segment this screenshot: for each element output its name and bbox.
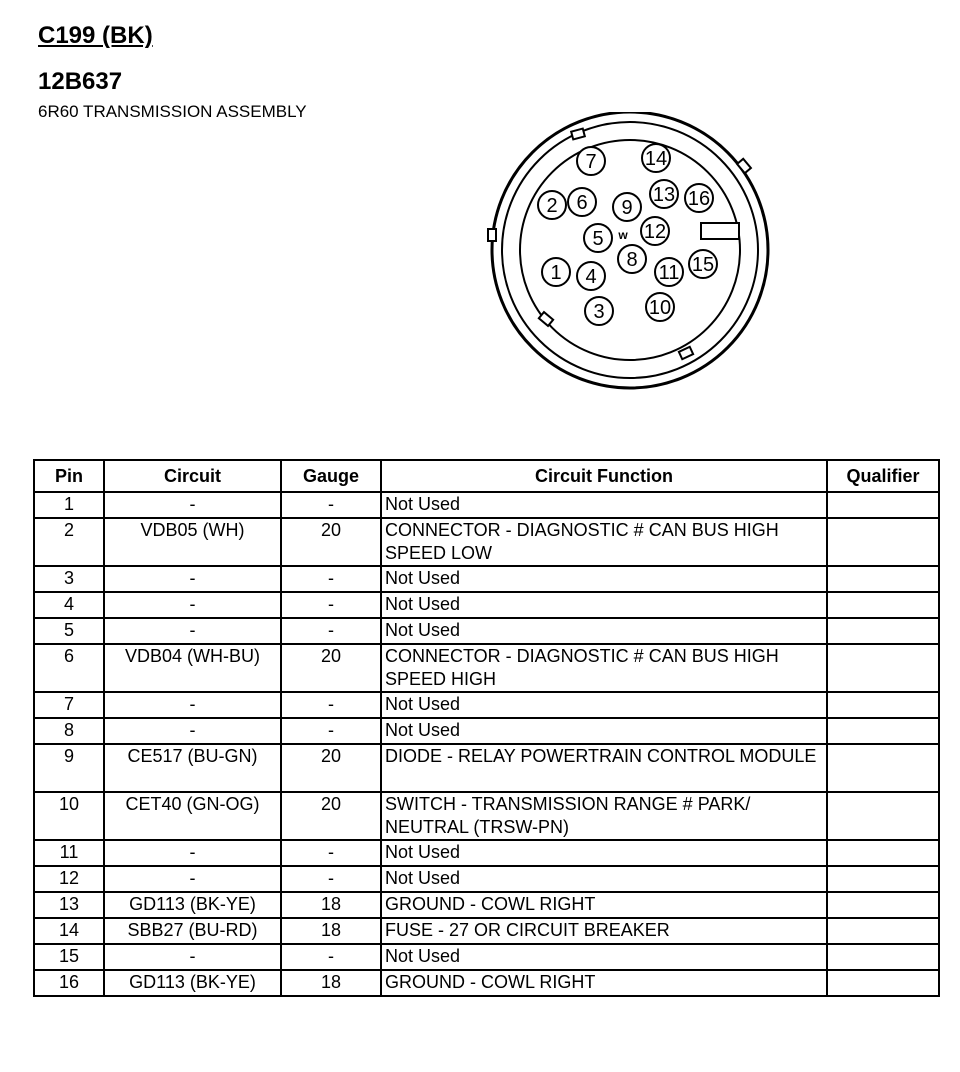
circuit-cell: -: [104, 592, 281, 618]
table-row: [34, 840, 939, 866]
qualifier-cell: [827, 566, 939, 592]
pin-number-label: 10: [648, 297, 672, 319]
function-cell: CONNECTOR - DIAGNOSTIC # CAN BUS HIGH SPEED LOW: [381, 518, 827, 566]
gauge-cell: 18: [281, 918, 381, 944]
circuit-cell: -: [104, 944, 281, 970]
connector-pin-5: [584, 224, 612, 252]
function-cell: Not Used: [381, 618, 827, 644]
pin-number-label: 9: [621, 197, 633, 219]
function-cell: CONNECTOR - DIAGNOSTIC # CAN BUS HIGH SPEED HIGH: [381, 644, 827, 692]
pin-number-label: 8: [626, 249, 638, 271]
table-row: [34, 866, 939, 892]
pin-number-label: 6: [576, 192, 588, 214]
qualifier-cell: [827, 944, 939, 970]
qualifier-cell: [827, 518, 939, 566]
table-row: [34, 718, 939, 744]
qualifier-cell: [827, 866, 939, 892]
connector-pin-8: [618, 245, 646, 273]
qualifier-cell: [827, 918, 939, 944]
connector-pin-16: [685, 184, 713, 212]
header-gauge: Gauge: [281, 460, 381, 492]
connector-pin-6: [568, 188, 596, 216]
connector-pin-10: [646, 293, 674, 321]
pinout-table: [33, 459, 940, 997]
pinout-table-body: [34, 492, 939, 996]
connector-pin-13: [650, 180, 678, 208]
pin-cell: 6: [34, 644, 104, 692]
pin-cell: 14: [34, 918, 104, 944]
function-cell: SWITCH - TRANSMISSION RANGE # PARK/ NEUTRAL (TRSW-PN): [381, 792, 827, 840]
circuit-cell: GD113 (BK-YE): [104, 970, 281, 996]
circuit-cell: -: [104, 492, 281, 518]
pin-number-label: 3: [593, 301, 605, 323]
table-row: [34, 592, 939, 618]
pin-cell: 2: [34, 518, 104, 566]
pin-number-label: 11: [658, 262, 680, 284]
function-cell: Not Used: [381, 840, 827, 866]
function-cell: Not Used: [381, 944, 827, 970]
gauge-cell: -: [281, 866, 381, 892]
connector-pin-15: [689, 250, 717, 278]
header-circuit: Circuit: [104, 460, 281, 492]
connector-pin-7: [577, 147, 605, 175]
pin-cell: 4: [34, 592, 104, 618]
pin-number-label: 15: [691, 254, 715, 276]
table-row: [34, 644, 939, 692]
pin-cell: 10: [34, 792, 104, 840]
connector-pin-2: [538, 191, 566, 219]
table-row: [34, 618, 939, 644]
pin-number-label: 13: [652, 184, 676, 206]
qualifier-cell: [827, 644, 939, 692]
connector-pin-9: [613, 193, 641, 221]
circuit-cell: -: [104, 718, 281, 744]
function-cell: GROUND - COWL RIGHT: [381, 892, 827, 918]
pin-cell: 15: [34, 944, 104, 970]
function-cell: DIODE - RELAY POWERTRAIN CONTROL MODULE: [381, 744, 827, 792]
table-header-row: [34, 460, 939, 492]
function-cell: Not Used: [381, 566, 827, 592]
assembly-description: 6R60 TRANSMISSION ASSEMBLY: [38, 102, 307, 121]
pin-cell: 8: [34, 718, 104, 744]
gauge-cell: 20: [281, 744, 381, 792]
table-row: [34, 970, 939, 996]
pin-number-label: 1: [550, 262, 562, 284]
gauge-cell: -: [281, 944, 381, 970]
pin-cell: 7: [34, 692, 104, 718]
circuit-cell: VDB05 (WH): [104, 518, 281, 566]
pin-cell: 16: [34, 970, 104, 996]
connector-pin-3: [585, 297, 613, 325]
circuit-cell: VDB04 (WH-BU): [104, 644, 281, 692]
circuit-cell: -: [104, 840, 281, 866]
connector-face-diagram: [480, 112, 780, 392]
function-cell: Not Used: [381, 592, 827, 618]
pin-cell: 9: [34, 744, 104, 792]
qualifier-cell: [827, 744, 939, 792]
qualifier-cell: [827, 792, 939, 840]
gauge-cell: 20: [281, 518, 381, 566]
header-circuit-function: Circuit Function: [381, 460, 827, 492]
gauge-cell: -: [281, 718, 381, 744]
table-row: [34, 792, 939, 840]
qualifier-cell: [827, 692, 939, 718]
pin-number-label: 16: [687, 188, 711, 210]
gauge-cell: 20: [281, 792, 381, 840]
qualifier-cell: [827, 970, 939, 996]
part-number: 12B637: [38, 68, 123, 95]
connector-pin-14: [642, 144, 670, 172]
connector-pin-11: [655, 258, 683, 286]
table-row: [34, 944, 939, 970]
pin-number-label: 12: [643, 221, 667, 243]
function-cell: Not Used: [381, 718, 827, 744]
table-row: [34, 566, 939, 592]
gauge-cell: -: [281, 492, 381, 518]
circuit-cell: -: [104, 566, 281, 592]
gauge-cell: 18: [281, 892, 381, 918]
function-cell: FUSE - 27 OR CIRCUIT BREAKER: [381, 918, 827, 944]
pin-cell: 3: [34, 566, 104, 592]
circuit-cell: GD113 (BK-YE): [104, 892, 281, 918]
pin-number-label: 5: [592, 228, 604, 250]
connector-title: C199 (BK): [38, 22, 153, 49]
circuit-cell: -: [104, 618, 281, 644]
table-row: [34, 892, 939, 918]
table-row: [34, 918, 939, 944]
function-cell: Not Used: [381, 492, 827, 518]
gauge-cell: -: [281, 840, 381, 866]
circuit-cell: -: [104, 866, 281, 892]
function-cell: Not Used: [381, 692, 827, 718]
pin-number-label: 14: [644, 148, 668, 170]
pin-number-label: 4: [585, 266, 597, 288]
pin-number-label: 7: [585, 151, 597, 173]
pin-cell: 12: [34, 866, 104, 892]
function-cell: Not Used: [381, 866, 827, 892]
connector-pin-12: [641, 217, 669, 245]
gauge-cell: 18: [281, 970, 381, 996]
pin-cell: 11: [34, 840, 104, 866]
qualifier-cell: [827, 592, 939, 618]
function-cell: GROUND - COWL RIGHT: [381, 970, 827, 996]
pin-cell: 13: [34, 892, 104, 918]
gauge-cell: -: [281, 618, 381, 644]
header-qualifier: Qualifier: [827, 460, 939, 492]
gauge-cell: -: [281, 692, 381, 718]
gauge-cell: 20: [281, 644, 381, 692]
circuit-cell: CET40 (GN-OG): [104, 792, 281, 840]
connector-pin-1: [542, 258, 570, 286]
connector-pin-4: [577, 262, 605, 290]
qualifier-cell: [827, 718, 939, 744]
gauge-cell: -: [281, 592, 381, 618]
qualifier-cell: [827, 492, 939, 518]
circuit-cell: SBB27 (BU-RD): [104, 918, 281, 944]
pin-number-label: 2: [546, 195, 558, 217]
key-mark: w: [618, 228, 628, 242]
qualifier-cell: [827, 840, 939, 866]
qualifier-cell: [827, 892, 939, 918]
circuit-cell: -: [104, 692, 281, 718]
header-pin: Pin: [34, 460, 104, 492]
gauge-cell: -: [281, 566, 381, 592]
table-row: [34, 692, 939, 718]
pin-cell: 5: [34, 618, 104, 644]
table-row: [34, 518, 939, 566]
table-row: [34, 744, 939, 792]
circuit-cell: CE517 (BU-GN): [104, 744, 281, 792]
table-row: [34, 492, 939, 518]
pin-cell: 1: [34, 492, 104, 518]
qualifier-cell: [827, 618, 939, 644]
